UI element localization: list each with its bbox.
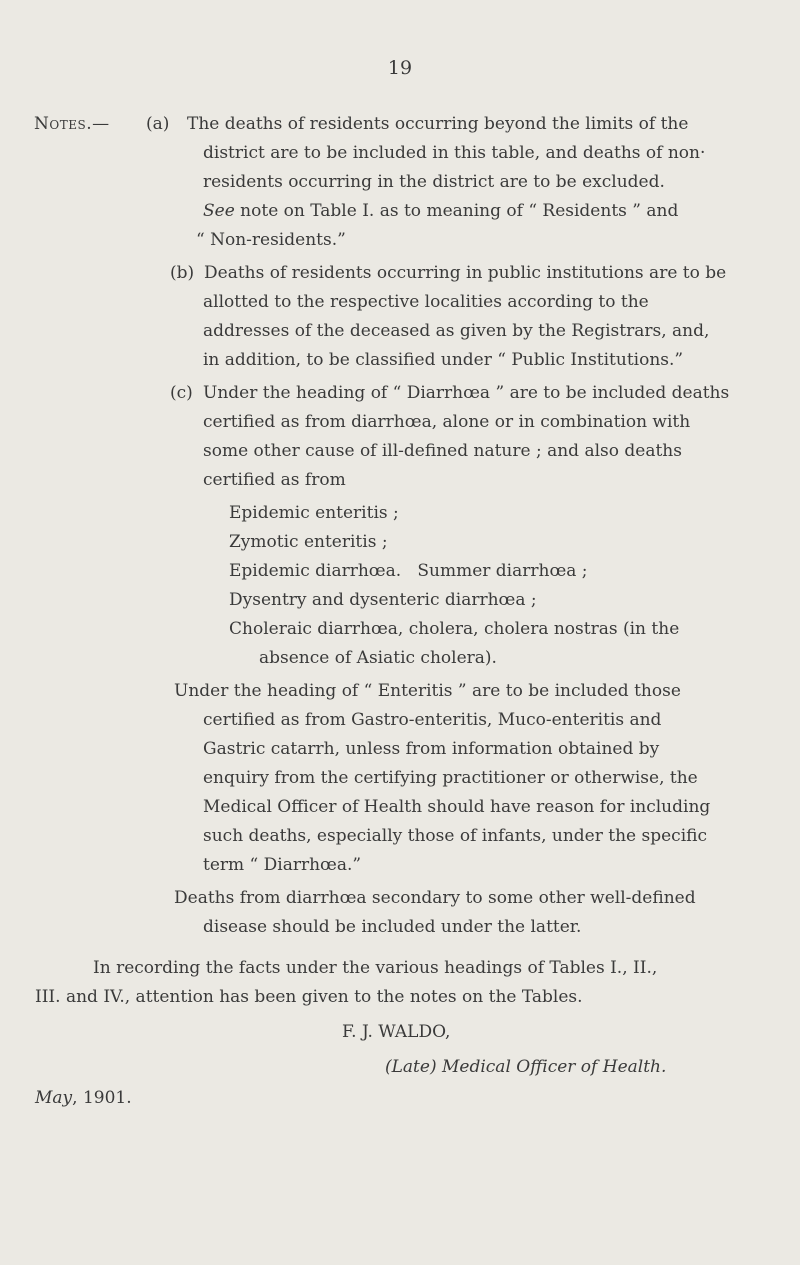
recording-line-1: In recording the facts under the various headings of Tables I., II., xyxy=(93,958,658,978)
signature-title xyxy=(385,1056,666,1078)
enteritis-line-6: such deaths, especially those of infants, under the specific xyxy=(203,826,707,846)
list-item-epidemic-diarrhoea: Epidemic diarrhœa. Summer diarrhœa ; xyxy=(229,561,588,581)
list-item-choleraic-cont: absence of Asiatic cholera). xyxy=(259,648,497,668)
note-c-line-3: some other cause of ill-defined nature ; and also deaths xyxy=(203,441,682,461)
notes-label: Notes.— xyxy=(34,114,110,134)
note-a-marker: (a) xyxy=(146,114,170,134)
signature-title-late: (Late) xyxy=(385,1057,437,1077)
note-c-line-2: certified as from diarrhœa, alone or in combination with xyxy=(203,412,691,432)
note-b-line-1: Deaths of residents occurring in public institutions are to be xyxy=(204,263,727,283)
note-a-line-5: “ Non-residents.” xyxy=(196,230,346,250)
secondary-line-2: disease should be included under the latter. xyxy=(203,917,582,937)
list-item-choleraic: Choleraic diarrhœa, cholera, cholera nostras (in the xyxy=(229,619,680,639)
note-b-line-3: addresses of the deceased as given by the Registrars, and, xyxy=(203,321,710,341)
enteritis-line-3: Gastric catarrh, unless from information obtained by xyxy=(203,739,660,759)
note-a-line-3: residents occurring in the district are to be excluded. xyxy=(203,172,665,192)
see-word: See xyxy=(203,201,235,221)
signature-title-rest: Medical Officer of Health. xyxy=(436,1057,667,1077)
enteritis-line-7: term “ Diarrhœa.” xyxy=(203,855,362,875)
signature-date xyxy=(35,1087,132,1109)
signature-date-year: , 1901. xyxy=(72,1088,132,1108)
enteritis-line-2: certified as from Gastro-enteritis, Muco-enteritis and xyxy=(203,710,662,730)
note-a-line-4-rest: note on Table I. as to meaning of “ Residents ” and xyxy=(234,201,679,221)
list-item-epidemic-enteritis: Epidemic enteritis ; xyxy=(229,503,399,523)
note-b-line-2: allotted to the respective localities according to the xyxy=(203,292,649,312)
enteritis-line-5: Medical Officer of Health should have reason for including xyxy=(203,797,711,817)
note-c-line-4: certified as from xyxy=(203,470,346,490)
note-c-marker: (c) xyxy=(170,383,193,403)
signature-date-month: May xyxy=(35,1088,73,1108)
note-a-line-4 xyxy=(203,200,678,222)
recording-line-2: III. and IV., attention has been given to the notes on the Tables. xyxy=(35,987,583,1007)
note-b-marker: (b) xyxy=(170,263,195,283)
enteritis-line-1: Under the heading of “ Enteritis ” are to be included those xyxy=(174,681,681,701)
signature-name: F. J. WALDO, xyxy=(342,1022,451,1042)
page-number: 19 xyxy=(387,57,413,79)
note-a-line-2: district are to be included in this table, and deaths of non· xyxy=(203,143,706,163)
note-b-line-4: in addition, to be classified under “ Public Institutions.” xyxy=(203,350,684,370)
list-item-zymotic-enteritis: Zymotic enteritis ; xyxy=(229,532,388,552)
enteritis-line-4: enquiry from the certifying practitioner or otherwise, the xyxy=(203,768,698,788)
list-item-dysentry: Dysentry and dysenteric diarrhœa ; xyxy=(229,590,537,610)
secondary-line-1: Deaths from diarrhœa secondary to some other well-defined xyxy=(174,888,696,908)
note-a-line-1: The deaths of residents occurring beyond the limits of the xyxy=(187,114,689,134)
note-c-line-1: Under the heading of “ Diarrhœa ” are to be included deaths xyxy=(203,383,730,403)
